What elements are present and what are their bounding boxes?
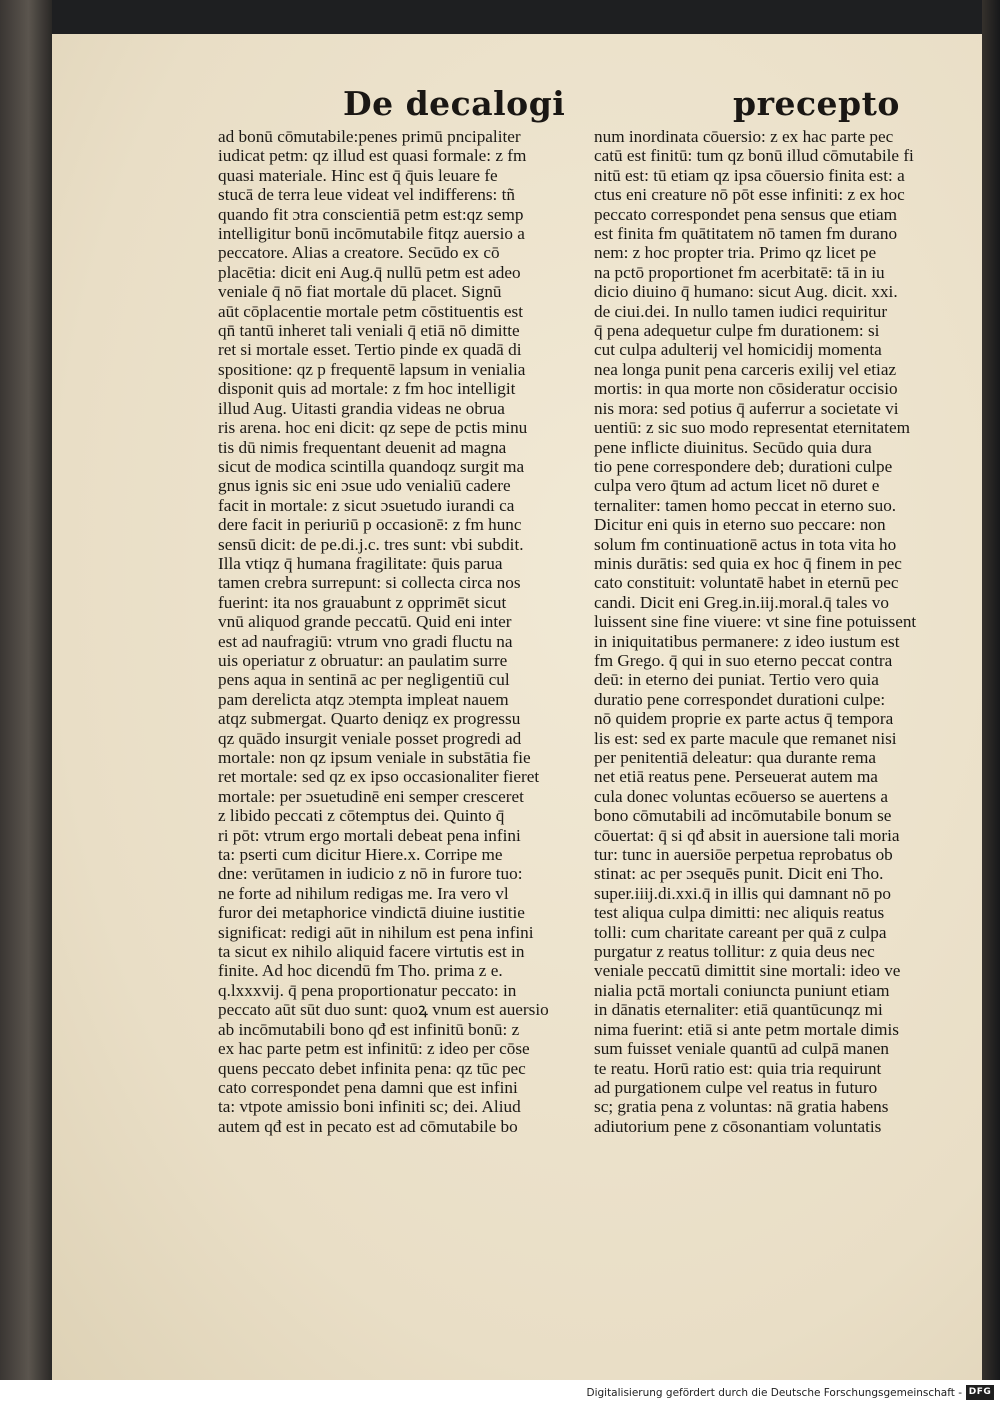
text-line: tolli: cum charitate careant per quā z culpa [594,922,887,942]
text-line: stinat: ac per ɔsequēs punit. Dicit eni Tho. [594,864,884,884]
text-line: na pctō proportionet fm acerbitatē: tā in iu [594,262,885,282]
text-line: furor dei metaphorice vindictā diuine iustitie [218,903,525,923]
text-line: ad purgationem culpe vel reatus in futuro [594,1077,878,1097]
text-line: uentiū: z sic suo modo representat eternitatem [594,418,910,438]
text-line: per penitentiā deleatur: qua durante rema [594,748,877,767]
text-line: illud Aug. Uitasti grandia videas ne obrua [218,398,505,418]
text-line: cut culpa adulterij vel homicidij momenta [594,340,882,360]
text-line: q.lxxxvij. q̄ pena proportionatur peccato: in [218,980,517,1000]
running-header-right: precepto [733,84,900,123]
text-line: ri pōt: vtrum ergo mortali debeat pena infini [218,825,521,845]
text-line: ret mortale: sed qz ex ipso occasionaliter fieret [218,767,540,787]
text-line: in iniquitatibus permanere: z ideo iustum est [594,631,900,651]
text-line: luissent sine fine viuere: vt sine fine potuissent [594,612,917,632]
text-line: iudicat petm: qz illud est quasi formale: z fm [218,146,527,166]
text-line: gnus ignis sic eni ɔsue udo venialiū cadere [218,476,511,496]
text-line: fm Grego. q̄ qui in suo eterno peccat contra [594,650,893,670]
text-line: ta sicut ex nihilo aliquid facere virtutis est in [218,942,525,962]
text-line: de ciui.dei. In nullo tamen iudici requiritur [594,301,888,321]
text-line: ta: pserti cum dicitur Hiere.x. Corripe me [218,845,503,865]
text-line: finite. Ad hoc dicendū fm Tho. prima z e. [218,961,503,981]
text-line: qn̄ tantū inheret tali veniali q̄ etiā nō dimitte [218,321,520,341]
text-line: cato correspondet pena damni que est infini [218,1077,518,1097]
text-line: atqz submergat. Quarto deniqz ex progressu [218,709,521,729]
text-line: purgatur z reatus tollitur: z quia deus nec [594,942,875,962]
text-line: minis durātis: sed quia ex hoc q̄ finem in pec [594,553,902,573]
text-line: nima fuerint: etiā si ante petm mortale dimis [594,1019,899,1039]
text-line: pene inflicte diuinitus. Secūdo quia dura [594,437,872,457]
text-line: intelligitur bonū incōmutabile fitqz auersio a [218,224,525,244]
text-line: ta: vtpote amissio boni infiniti sc; dei. Aliud [218,1097,521,1117]
text-line: solum fm continuationē actus in tota vita ho [594,534,897,554]
text-line: quasi materiale. Hinc est q̄ q̄uis leuare fe [218,165,498,185]
text-line: mortale: per ɔsuetudinē eni semper cresceret [218,786,524,806]
text-line: nea longa punit pena carceris exilij vel etiaz [594,359,897,379]
text-line: ris arena. hoc eni dicit: qz sepe de pctis minu [218,418,528,438]
text-line: sc; gratia pena z voluntas: nā gratia habens [594,1097,889,1117]
text-line: peccatore. Alias a creatore. Secūdo ex cō [218,243,500,263]
text-line: ternaliter: tamen homo peccat in eterno suo. [594,495,897,515]
text-line: tio pene correspondere deb; durationi culpe [594,456,893,476]
text-line: mortale: non qz ipsum veniale in substātia fie [218,748,531,767]
text-line: dere facit in periuriū p occasionē: z fm hunc [218,515,522,535]
text-line: te reatu. Horū ratio est: quia tria requirunt [594,1058,882,1078]
text-line: cula donec voluntas ecōuerso se auertens a [594,786,888,806]
text-line: num inordinata cōuersio: z ex hac parte pec [594,127,894,146]
text-line: qz quādo insurgit veniale posset progredi ad [218,728,522,748]
text-line: bono cōmutabili ad incōmutabile bonum se [594,806,892,826]
text-line: uis operiatur z obruatur: an paulatim surre [218,650,508,670]
text-line: spositione: qz p frequentē lapsum in venialia [218,359,526,379]
funding-notice: Digitalisierung gefördert durch die Deutsche Forschungsgemeinschaft - [586,1387,962,1399]
text-line: est finita fm quātitatem nō tamen fm durano [594,224,898,244]
footer-bar [0,1380,1000,1407]
text-line: fuerint: ita nos grauabunt z opprimēt sicut [218,592,507,612]
text-line: pam derelicta atqz ɔtempta impleat nauem [218,689,509,709]
text-line: tamen crebra surrepunt: si collecta circa nos [218,573,521,593]
text-line: culpa vero q̄tum ad actum licet nō duret e [594,476,880,496]
text-line: quens peccato debet infinita pena: qz tūc pec [218,1058,526,1078]
text-line: Dicitur eni quis in eterno suo peccare: non [594,515,886,535]
text-line: dne: verūtamen in iudicio z nō in furore tuo: [218,864,523,884]
text-line: autem qđ est in pecato est ad cōmutabile bo [218,1116,518,1136]
text-line: aūt cōplacentie mortale petm cōstituentis est [218,301,523,321]
book-spine [0,0,52,1380]
text-line: q̄ pena adequetur culpe fm durationem: si [594,321,880,341]
text-line: peccato correspondet pena sensus que etiam [594,204,898,224]
text-line: ad bonū cōmutabile:penes primū pncipaliter [218,127,521,146]
text-line: ex hac parte petm est infinitū: z ideo per cōse [218,1039,530,1059]
text-line: candi. Dicit eni Greg.in.iij.moral.q̄ tales vo [594,592,889,612]
text-line: dicio diuino q̄ humano: sicut Aug. dicit. xxi. [594,282,898,302]
text-line: test aliqua culpa dimitti: nec aliquis reatus [594,903,885,923]
text-line: Illa vtiqz q̄ humana fragilitate: q̄uis parua [218,553,503,573]
text-line: nis mora: sed potius q̄ auferrur a societate vi [594,398,899,418]
text-line: disponit quis ad mortale: z fm hoc intelligit [218,379,516,399]
text-line: est ad naufragiū: vtrum vno gradi fluctu na [218,631,513,651]
text-line: mortis: in qua morte non cōsideratur occisio [594,379,898,399]
text-line: peccato aūt sūt duo sunt: quoꝝ vnum est auersio [218,1000,549,1020]
text-line: ctus eni creature nō pōt esse infiniti: z ex hoc [594,185,905,205]
text-column-left [218,127,584,1136]
text-line: quando fit ɔtra conscientiā petm est:qz semp [218,204,524,224]
text-line: nō quidem proprie ex parte actus q̄ tempora [594,709,894,729]
text-line: z libido peccati z cōtemptus dei. Quinto q̄ [218,806,505,826]
text-line: in dānatis eternaliter: etiā quantūcunqz mi [594,1000,883,1020]
text-line: veniale q̄ nō fiat mortale dū placet. Signū [218,282,502,302]
text-line: sicut de modica scintilla quandoqz surgit ma [218,456,525,476]
dfg-logo: DFG [966,1385,994,1400]
text-line: ret si mortale esset. Tertio pinde ex quadā di [218,340,522,360]
text-line: nitū est: tū etiam qz ipsa cōuersio finita est: a [594,165,905,185]
page-edge-shadow [982,0,1000,1380]
text-line: significat: redigi aūt in nihilum est pena infini [218,922,534,942]
text-line: nem: z hoc propter tria. Primo qz licet pe [594,243,877,263]
text-line: catū est finitū: tum qz bonū illud cōmutabile fi [594,146,914,166]
text-line: tis dū nimis frequentant deuenit ad magna [218,437,507,457]
text-line: placētia: dicit eni Aug.q̄ nullū petm est adeo [218,262,521,282]
text-line: ne forte ad nihilum redigas me. Ira vero vl [218,883,509,903]
text-line: super.iiij.di.xxi.q̄ in illis qui damnant nō po [594,883,891,903]
text-line: vnū aliquod grande peccatū. Quid eni inter [218,612,512,632]
text-line: cato constituit: voluntatē habet in eternū pec [594,573,899,593]
text-line: net etiā reatus pene. Perseuerat autem ma [594,767,878,787]
text-line: sum fuisset veniale quantū ad culpā manen [594,1039,889,1059]
text-line: nialia pctā mortali coniuncta puniunt etiam [594,980,890,1000]
text-line: deū: in eterno dei puniat. Tertio vero quia [594,670,879,690]
text-line: adiutorium pene z cōsonantiam voluntatis [594,1116,882,1136]
text-line: sensū dicit: de pe.di.j.c. tres sunt: vbi subdit. [218,534,524,554]
text-line: ab incōmutabili bono qđ est infinitū bonū: z [218,1019,520,1039]
text-line: stucā de terra leue videat vel indifferens: tñ [218,185,515,205]
text-line: facit in mortale: z sicut ɔsuetudo iurandi ca [218,495,515,515]
text-line: duratio pene correspondet durationi culpe: [594,689,886,709]
text-line: veniale peccatū dimittit sine mortali: ideo ve [594,961,901,981]
text-column-right [594,127,964,1136]
text-line: cōuertat: q̄ si qđ absit in auersione tali moria [594,825,900,845]
text-line: pens aqua in sentinā ac per negligentiū cul [218,670,510,690]
running-header-left: De decalogi [343,84,566,123]
text-line: tur: tunc in auersiōe perpetua reprobatus ob [594,845,893,865]
text-line: lis est: sed ex parte macule que remanet nisi [594,728,897,748]
